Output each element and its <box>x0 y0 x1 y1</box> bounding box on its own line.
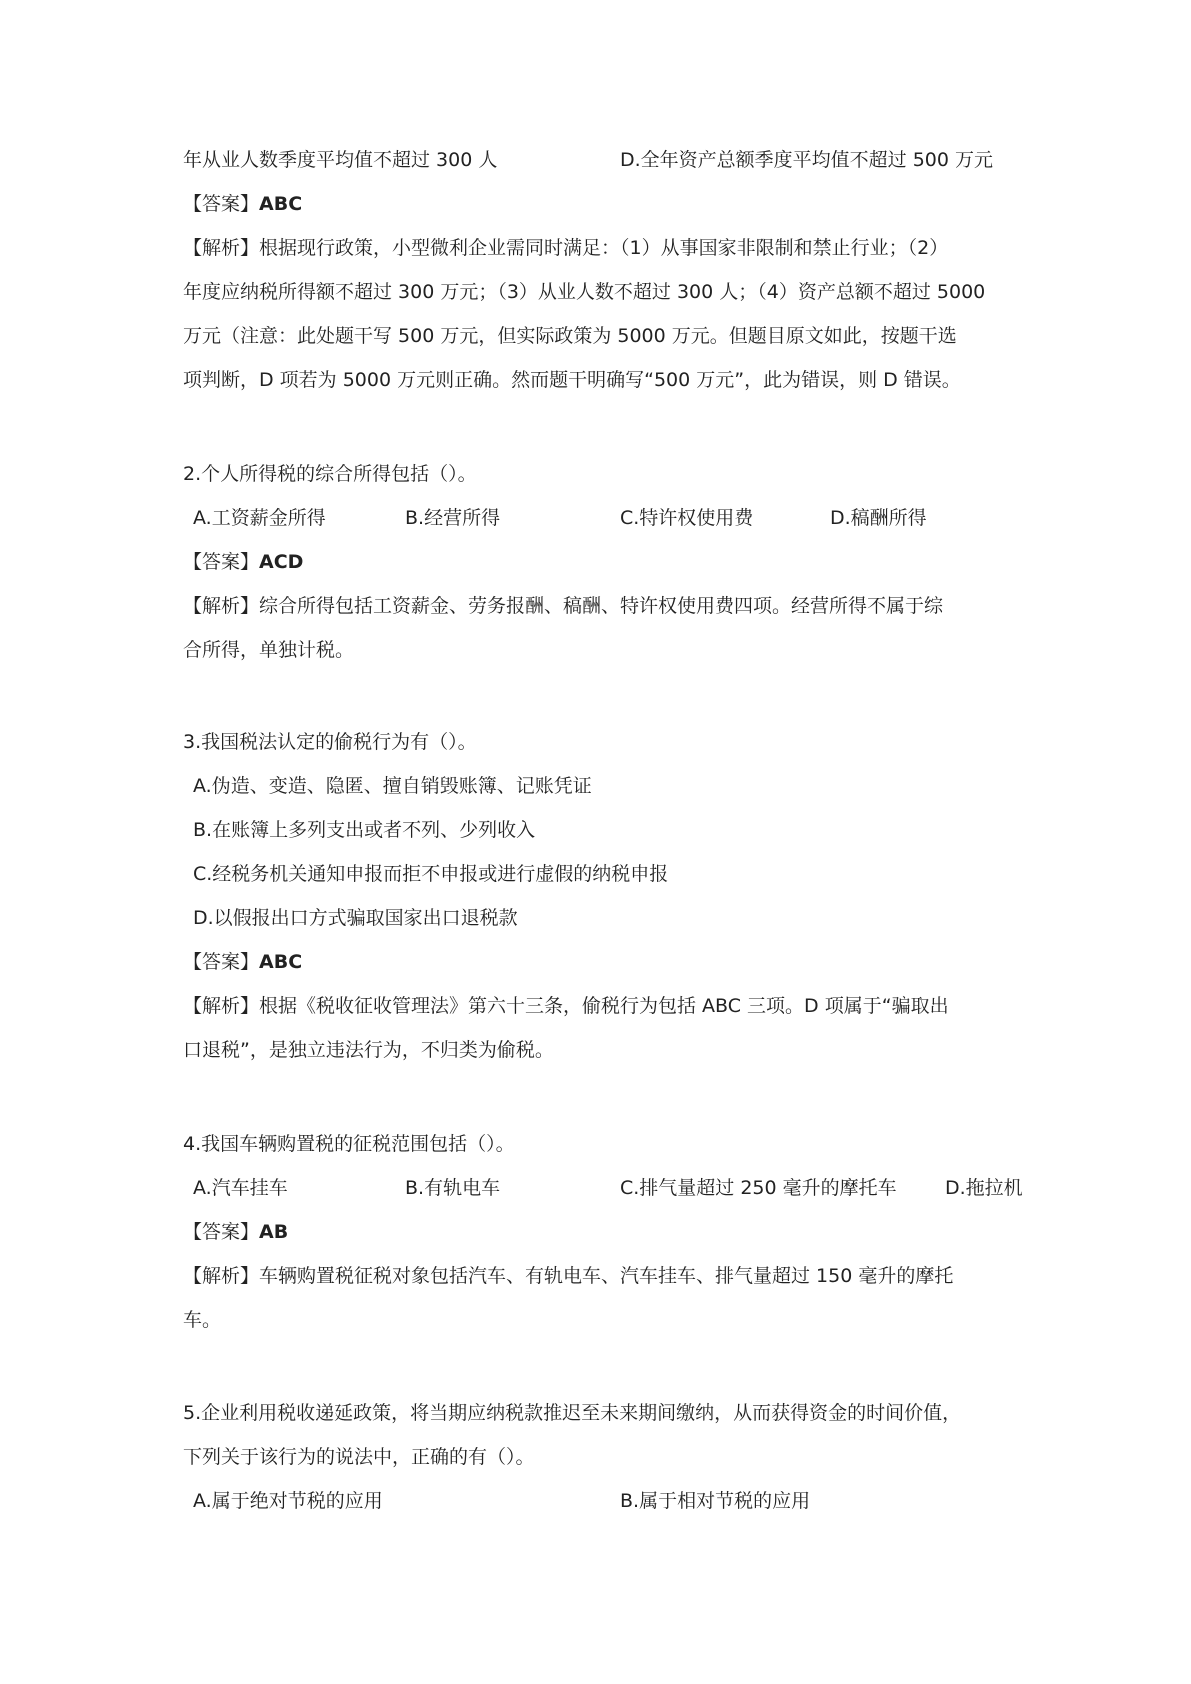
q2-answer <box>183 549 1021 575</box>
q4-analysis-line-1 <box>183 1263 1021 1289</box>
answer-value: ABC <box>259 951 303 973</box>
q3-option-b: B.在账簿上多列支出或者不列、少列收入 <box>193 819 536 841</box>
analysis-label: 【解析】 <box>183 595 260 617</box>
q3-answer <box>183 949 1021 975</box>
q1-analysis-line-3: 万元（注意：此处题干写 500 万元，但实际政策为 5000 万元。但题目原文如此，按题干选 <box>183 325 957 347</box>
q4-option-b: B.有轨电车 <box>405 1177 501 1199</box>
analysis-text: 根据《税收征收管理法》第六十三条，偷税行为包括 ABC 三项。D 项属于“骗取出 <box>259 995 949 1017</box>
q1-analysis-line-2: 年度应纳税所得额不超过 300 万元；（3）从业人数不超过 300 人；（4）资产总额不超过 5000 <box>183 281 986 303</box>
q5-stem-line-1: 5.企业利用税收递延政策，将当期应纳税款推迟至未来期间缴纳，从而获得资金的时间价值， <box>183 1402 962 1424</box>
q2-analysis-line-1 <box>183 593 1021 619</box>
answer-value: ABC <box>259 193 303 215</box>
analysis-text: 车辆购置税征税对象包括汽车、有轨电车、汽车挂车、排气量超过 150 毫升的摩托 <box>259 1265 954 1287</box>
analysis-text: 根据现行政策，小型微利企业需同时满足：（1）从事国家非限制和禁止行业；（2） <box>259 237 949 259</box>
q2-option-b: B.经营所得 <box>405 507 501 529</box>
q4-analysis-line-2: 车。 <box>183 1309 222 1331</box>
analysis-label: 【解析】 <box>183 1265 260 1287</box>
q2-option-a: A.工资薪金所得 <box>193 507 326 529</box>
q5-option-a: A.属于绝对节税的应用 <box>193 1490 383 1512</box>
q3-option-d: D.以假报出口方式骗取国家出口退税款 <box>193 907 518 929</box>
q2-option-d: D.稿酬所得 <box>830 507 927 529</box>
q5-stem-line-2: 下列关于该行为的说法中，正确的有（）。 <box>183 1446 535 1468</box>
answer-value: AB <box>259 1221 289 1243</box>
analysis-text: 综合所得包括工资薪金、劳务报酬、稿酬、特许权使用费四项。经营所得不属于综 <box>259 595 944 617</box>
q3-option-a: A.伪造、变造、隐匿、擅自销毁账簿、记账凭证 <box>193 775 592 797</box>
analysis-label: 【解析】 <box>183 237 260 259</box>
answer-label: 【答案】 <box>183 193 260 215</box>
q3-stem: 3.我国税法认定的偷税行为有（）。 <box>183 731 477 753</box>
q5-option-b: B.属于相对节税的应用 <box>620 1490 811 1512</box>
answer-label: 【答案】 <box>183 951 260 973</box>
q2-stem: 2.个人所得税的综合所得包括（）。 <box>183 463 477 485</box>
q3-analysis-line-1 <box>183 993 1021 1019</box>
q4-answer <box>183 1219 1021 1245</box>
q3-analysis-line-2: 口退税”，是独立违法行为，不归类为偷税。 <box>183 1039 554 1061</box>
q4-option-d: D.拖拉机 <box>945 1177 1023 1199</box>
q1-option-c-tail: 年从业人数季度平均值不超过 300 人 <box>183 149 498 171</box>
q3-option-c: C.经税务机关通知申报而拒不申报或进行虚假的纳税申报 <box>193 863 669 885</box>
q1-analysis-line-1 <box>183 235 1021 261</box>
answer-label: 【答案】 <box>183 1221 260 1243</box>
q1-answer <box>183 191 1021 217</box>
q4-option-c: C.排气量超过 250 毫升的摩托车 <box>620 1177 897 1199</box>
q2-option-c: C.特许权使用费 <box>620 507 754 529</box>
q1-option-d: D.全年资产总额季度平均值不超过 500 万元 <box>620 149 994 171</box>
q2-analysis-line-2: 合所得，单独计税。 <box>183 639 355 661</box>
analysis-label: 【解析】 <box>183 995 260 1017</box>
q4-option-a: A.汽车挂车 <box>193 1177 288 1199</box>
answer-label: 【答案】 <box>183 551 260 573</box>
q4-stem: 4.我国车辆购置税的征税范围包括（）。 <box>183 1133 515 1155</box>
q1-analysis-line-4: 项判断，D 项若为 5000 万元则正确。然而题干明确写“500 万元”，此为错误，则 D 错误。 <box>183 369 961 391</box>
answer-value: ACD <box>259 551 304 573</box>
